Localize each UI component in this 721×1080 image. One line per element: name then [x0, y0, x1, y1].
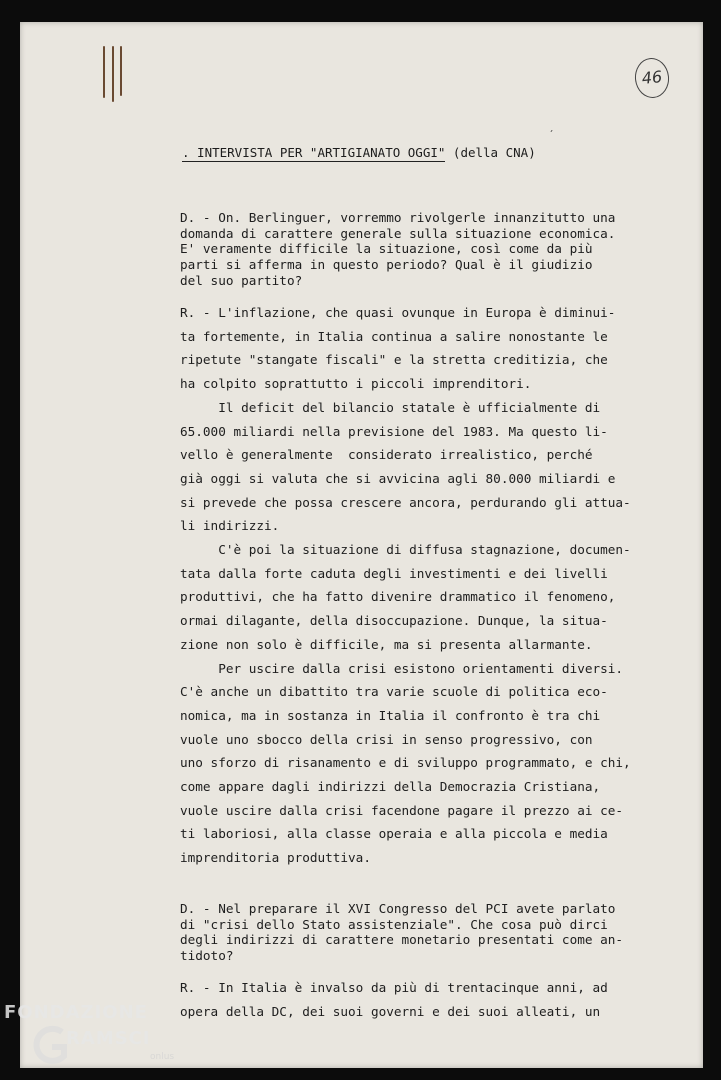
text-line: ti laboriosi, alla classe operaia e alla piccola e media [180, 826, 608, 842]
text-line: imprenditoria produttiva. [180, 850, 371, 866]
question-paragraph [180, 210, 680, 289]
text-line: ha colpito soprattutto i piccoli imprenditori. [180, 376, 532, 392]
text-line: produttivi, che ha fatto divenire drammatico il fenomeno, [180, 589, 616, 605]
text-line: vuole uno sbocco della crisi in senso progressivo, con [180, 731, 593, 747]
document-title [182, 145, 642, 160]
text-line: zione non solo è difficile, ma si presenta allarmante. [180, 636, 593, 652]
text-line: già oggi si valuta che si avvicina agli 80.000 miliardi e [180, 470, 616, 486]
text-line: opera della DC, dei suoi governi e dei suoi alleati, un [180, 1003, 601, 1019]
text-line: di "crisi dello Stato assistenziale". Che cosa può dirci [180, 916, 608, 932]
archive-watermark [4, 1000, 204, 1080]
text-line: C'è poi la situazione di diffusa stagnazione, documen- [180, 542, 631, 558]
text-line: del suo partito? [180, 272, 303, 288]
text-line: Il deficit del bilancio statale è ufficialmente di [180, 399, 601, 415]
staple-mark [100, 46, 122, 102]
text-line: uno sforzo di risanamento e di sviluppo programmato, e chi, [180, 755, 631, 771]
text-line: D. - On. Berlinguer, vorremmo rivolgerle innanzitutto una [180, 210, 616, 225]
text-line: ripetute "stangate fiscali" e la stretta creditizia, che [180, 352, 608, 368]
text-line: tidoto? [180, 948, 234, 964]
watermark-line3: onlus [150, 1052, 175, 1062]
question-paragraph [180, 901, 680, 964]
text-line: D. - Nel preparare il XVI Congresso del PCI avete parlato [180, 901, 616, 916]
text-line: R. - In Italia è invalso da più di trentacinque anni, ad [180, 980, 608, 995]
text-line: vuole uscire dalla crisi facendone pagare il prezzo ai ce- [180, 802, 624, 818]
watermark-line1: FONDAZIONE [4, 1002, 148, 1023]
text-line: Per uscire dalla crisi esistono orientamenti diversi. [180, 660, 624, 676]
text-line: 65.000 miliardi nella previsione del 1983. Ma questo li- [180, 423, 608, 439]
answer-paragraph [180, 976, 680, 1023]
text-line: degli indirizzi di carattere monetario presentati come an- [180, 932, 624, 948]
text-line: vello è generalmente considerato irrealistico, perché [180, 447, 593, 463]
text-line: C'è anche un dibattito tra varie scuole di politica eco- [180, 684, 608, 700]
text-line: come appare dagli indirizzi della Democrazia Cristiana, [180, 779, 601, 795]
text-line: domanda di carattere generale sulla situazione economica. [180, 225, 616, 241]
text-line: R. - L'inflazione, che quasi ovunque in Europa è diminui- [180, 305, 616, 320]
ink-mark: ˊ [548, 128, 556, 142]
page-number: 46 [633, 56, 671, 99]
title-suffix: (della CNA) [445, 145, 536, 160]
text-line: ormai dilagante, della disoccupazione. Dunque, la situa- [180, 613, 608, 629]
text-line: nomica, ma in sostanza in Italia il confronto è tra chi [180, 707, 601, 723]
text-line: parti si afferma in questo periodo? Qual è il giudizio [180, 257, 593, 273]
watermark-g-logo [30, 1020, 70, 1070]
text-line: si prevede che possa crescere ancora, perdurando gli attua- [180, 494, 631, 510]
text-line: tata dalla forte caduta degli investimenti e dei livelli [180, 565, 608, 581]
text-line: E' veramente difficile la situazione, così come da più [180, 241, 593, 257]
answer-paragraph [180, 301, 680, 870]
text-line: li indirizzi. [180, 518, 280, 534]
text-line: ta fortemente, in Italia continua a salire nonostante le [180, 328, 608, 344]
watermark-line2: RAMSCI [66, 1028, 151, 1049]
document-page [20, 22, 703, 1068]
title-underlined: . INTERVISTA PER "ARTIGIANATO OGGI" [182, 145, 446, 160]
